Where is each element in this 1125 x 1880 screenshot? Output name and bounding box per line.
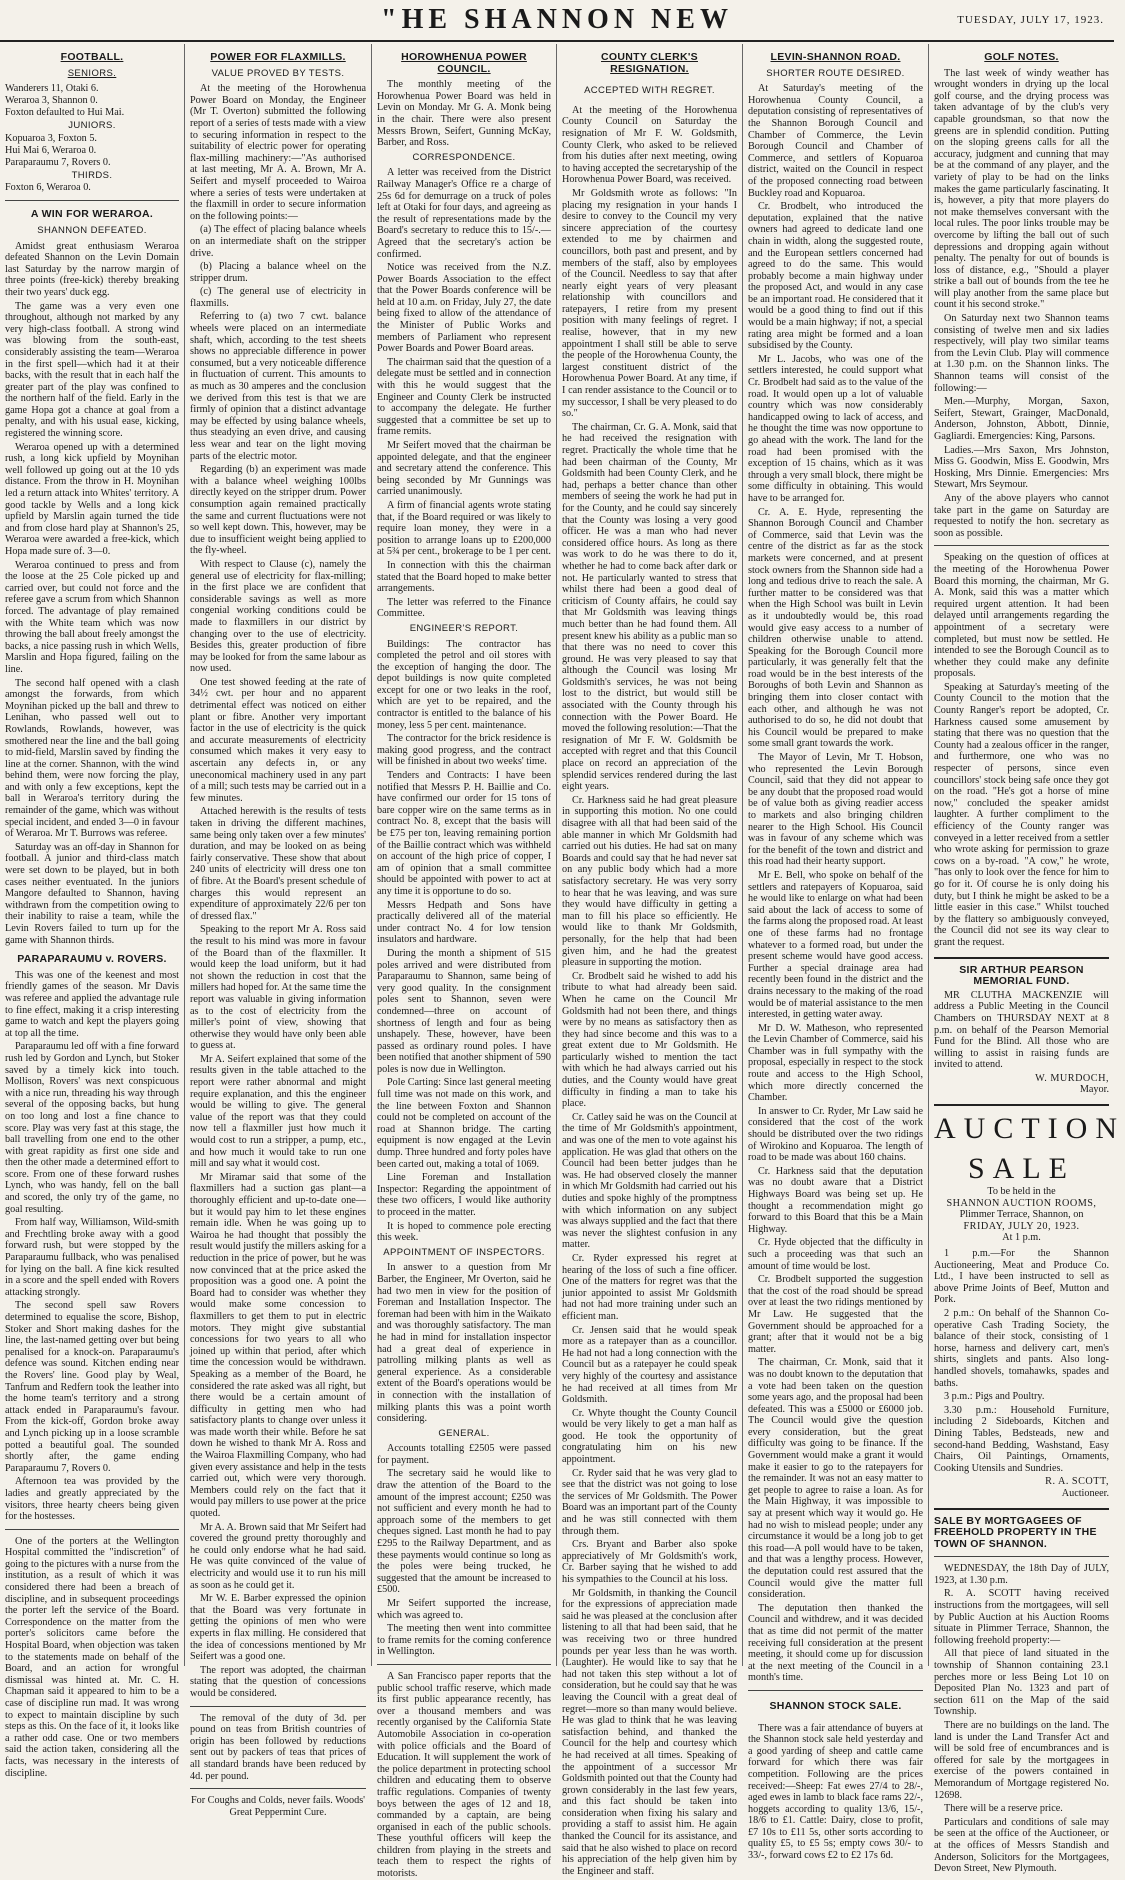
divider [934, 1508, 1109, 1510]
article-paragraph: Men.—Murphy, Morgan, Saxon, Seifert, Stewart, Grainger, MacDonald, Anderson, Johnston, Abbott, Dinnie, Gagliardi. Emergencies: King, Parsons. [934, 396, 1109, 442]
article-paragraph: Saturday was an off-day in Shannon for football. A junior and third-class match were set down to be played, but in both cases neither eventuated. In the juniors Mangore defaulted to Shannon, having withdrawn from the competition owing to their inability to raise a team, while the Levin Rovers failed to turn up for the game with Shannon thirds. [5, 841, 179, 946]
article-paragraph: The report was adopted, the chairman stating that the question of concessions would be considered. [190, 1664, 366, 1699]
article-paragraph: R. A. SCOTT having received instructions from the mortgagees, will sell by Public Auction at his Auction Rooms situate in Plimmer Terrace, Shannon, the following freehold property:— [934, 1588, 1109, 1646]
auction-detail-line: FRIDAY, JULY 20, 1923. [963, 1220, 1080, 1232]
article-paragraph: Amidst great enthusiasm Weraroa defeated Shannon on the Levin Domain last Saturday by the narrow margin of three points (free-kick) thereby breaking their two years' duck egg. [5, 240, 179, 298]
article-paragraph: Speaking on the question of offices at the meeting of the Horowhenua Power Board this morning, the chairman, Mr G. A. Monk, said this was a matter which required urgent attention. It had been delayed until arrangements regarding the appointment of a secretary were completed, but must now be settled. He intended to see the Borough Council as to whether they could make any definite proposals. [934, 552, 1109, 680]
article-paragraph: With respect to Clause (c), namely the general use of electricity for flax-milling; in the first place we are confident that considerable savings as well as more congenial working conditions could be made to flaxmillers in our district by changing over to the use of electricity. Besides this, greater production of fibre may be looked for from the same labour as now used. [190, 558, 366, 675]
article-paragraph: Mr A. Seifert explained that some of the results given in the table attached to the report were rather abnormal and might require explanation, and this the engineer would be willing to give. The general value of the report was that they could now tell a flaxmiller just how much it would cost to run a stripper, a pump, etc., and how much it would take to run one mill and say what it would cost. [190, 1053, 366, 1170]
divider [934, 1104, 1109, 1106]
article-paragraph: Attached herewith is the results of tests taken in driving the different machines, same being only taken over a few minutes' duration, and may be looked on as being fairly conservative. These show that about 240 units of electricity will dress one ton of fibre. At the Board's present schedule of charges this would represent an expenditure of approximately 22/6 per ton of dressed flax." [190, 806, 366, 922]
article-paragraph: Mr Goldsmith, in thanking the Council for the expressions of appreciation made said he was pleased at the conclusion after listening to all that had been said, that he was receiving two or three hundred pounds per year less than he was worth. (Laughter). He would like to say that he had not taken this step without a lot of consideration, but he could say that he was leaving the Council with a great deal of regret—more so than many would believe. He was glad to think that he was leaving satisfaction behind, and thanked the Council for the help and courtesy which he had received at all times. Speaking of the appointment of a successor Mr Goldsmith pointed out that the County had grown considerably in the last few years, and this fact should be taken into consideration when fixing his salary and providing a staff to assist him. He again thanked the Council for its assistance, and said that he also wished to place on record his appreciation of the help given him by the Engineer and staff. [562, 1587, 737, 1877]
power-council-heading: HOROWHENUA POWER COUNCIL. [401, 51, 527, 75]
seniors-heading: SENIORS. [67, 67, 117, 79]
article-paragraph: In connection with this the chairman stated that the Board hoped to make better arrangements. [377, 559, 551, 595]
article-paragraph: (c) The general use of electricity in flaxmills. [190, 286, 366, 309]
article-paragraph: The Mayor of Levin, Mr T. Hobson, who represented the Levin Borough Council, said that they did not appear to be any doubt that the proposed road would be of value both as giving readier access to markets and also bringing children nearer to the High School. His Council was in favour of any scheme which was for the benefit of the town and district and this road had their hearty support. [748, 752, 923, 868]
flaxmills-heading: POWER FOR FLAXMILLS. [210, 51, 346, 63]
article-paragraph: In answer to a question from Mr Barber, the Engineer, Mr Overton, said he had two men in view for the position of Foreman and Installation Inspector. The foreman had been with him in the Waikato and was thoroughly satisfactory. The man he had in mind for installation inspector had a great deal of experience in patrolling milking plants as well as general experience. As a considerable extent of the Board's operations would be in connection with the installation of milking plants this was a point worth considering. [377, 1262, 551, 1425]
article-paragraph: Cr. Ryder expressed his regret at hearing of the loss of such a fine officer. One of the matters for regret was that the junior appointed to assist Mr Goldsmith had not had more training under such an efficient man. [562, 1252, 737, 1322]
pearson-fund-notice: MR CLUTHA MACKENZIE will address a Public Meeting in the Council Chambers on THURSDAY NEXT at 8 p.m. on behalf of the Pearson Memorial Fund for the Blind. All those who are willing to assist in raising funds are invited to attend. [934, 989, 1109, 1071]
auction-detail-line: To be held in the [987, 1186, 1056, 1198]
result-line: Hui Mai 6, Weraroa 0. [5, 144, 97, 156]
column-4 [557, 44, 742, 1877]
masthead [0, 0, 1114, 40]
article-paragraph: Crs. Bryant and Barber also spoke appreciatively of Mr Goldsmith's work, Cr. Barber saying that he wished to add his sympathies to the Council at his loss. [562, 1539, 737, 1585]
article-paragraph: The contractor for the brick residence is making good progress, and the contract will be finished in about two weeks' time. [377, 733, 551, 768]
article-paragraph: The secretary said he would like to draw the attention of the Board to the amount of the imprest account; £250 was not sufficient and every month he had to approach some of the members to get cheques signed. Last month he had to pay £295 to the Railway Department, and as these payments would continue so long as the poles were being trucked, he suggested that the amount be increased to £500. [377, 1468, 551, 1596]
column-1 [0, 44, 184, 1779]
article-paragraph: The monthly meeting of the Horowhenua Power Board was held in Levin on Monday. Mr G. A. Monk being in the chair. There were also present Messrs Brown, Seifert, Gunning McKay, Barber, and Ross. [377, 79, 551, 149]
auctioneer-title: Auctioneer. [1061, 1487, 1109, 1499]
article-paragraph: A letter was received from the District Railway Manager's Office re a charge of 25s 6d for demurrage on a truck of poles left at Otaki for four days, and agreeing as the result of representations made by the Board's secretary to reduce this to 15/-.—Agreed that the secretary's action be confirmed. [377, 167, 551, 260]
mortgage-sale-date: WEDNESDAY, the 18th Day of JULY, 1923, at 1.30 p.m. [934, 1563, 1109, 1586]
article-paragraph: Mr W. E. Barber expressed the opinion that the Board was very fortunate in getting the opinions of men who were experts in flax milling. He considered that the idea of concessions mentioned by Mr Seifert was a good one. [190, 1593, 366, 1663]
juniors-heading: JUNIORS. [68, 120, 116, 132]
article-paragraph: The chairman said that the question of a delegate must be settled and in connection with this he would suggest that the Engineer and County Clerk be instructed to accompany the delegate. He further suggested that a committee be set up to frame remits. [377, 356, 551, 438]
article-paragraph: During the month a shipment of 515 poles arrived and were distributed from Paraparaumu to Shannon, same being of very good quality. In the consignment poles sent to Shannon, seven were condemned—three on account of shortness of length and four as being unshapely. These, however, have been passed as ordinary round poles. I have been notified that another shipment of 590 poles is now due in Wellington. [377, 947, 551, 1075]
divider [190, 1706, 366, 1707]
article-paragraph: The deputation then thanked the Council and withdrew, and it was decided that as time did not permit of the matter receiving full consideration at the present meeting, it should come up for discussion at the next meeting of the Council in a month's time. [748, 1602, 923, 1684]
article-paragraph: Weraroa continued to press and from the loose at the 25 Cole picked up and carried over, but could not force and the referee gave a scrum from which Shannon forced. The advantage of play remained with the White team which was now throwing the ball about freely amongst the backs, a nice passing rush in which Wells, Marslin and Hopa figured, failing on the line. [5, 559, 179, 675]
column-6 [929, 44, 1125, 1875]
article-paragraph: The second spell saw Rovers determined to equalise the score, Bishop, Stoker and Short making dashes for the line, the last-named getting over but being penalised for a knock-on. Paraparaumu's defence was sound. Kitchen ending near the Rovers' line. Good play by Weal, Tanfrum and Redfern took the leather into the home team's territory and a strong attack ended in Paraparaumu's favour. From the kick-off, Gordon broke away and Lynch picking up in a loose scramble potted a beautiful goal. The sounded shortly after, the game ending Paraparaumu 7, Rovers 0. [5, 1300, 179, 1474]
article-paragraph: Cr. Brodbelt, who introduced the deputation, explained that the native owners had agreed to dedicate land one chain in width, along the suggested route, and the European settlers concerned had agreed to do the same. This would probably become a main highway under the proposed Act, and would in any case be an important road. He considered that it would be a good thing to find out if this would be a main highway; if not, a special rating area might be formed and a loan subsidised by the County. [748, 201, 923, 352]
article-paragraph: Particulars and conditions of sale may be seen at the office of the Auctioneer, or at the offices of Messrs Standish and Anderson, Solicitors for the Mortgagees, Devon Street, New Plymouth. [934, 1816, 1109, 1875]
article-paragraph: Any of the above players who cannot take part in the game on Saturday are requested to notify the hon. secretary as soon as possible. [934, 492, 1109, 539]
auction-item: 3.30 p.m.: Household Furniture, including 2 Sideboards, Kitchen and Dining Tables, Bedsteads, new and second-hand Bedding, Washstand, Easy Chairs, Oil Paintings, Ornaments, Cooking Utensils and Sundries. [934, 1404, 1109, 1474]
article-paragraph: There are no buildings on the land. The land is under the Land Transfer Act and will be sold free of encumbrances and is offered for sale by the mortgagees in exercise of the powers contained in Memorandum of Mortgage registered No. 12698. [934, 1720, 1109, 1801]
peppermint-cure-advert: For Coughs and Colds, never fails. Woods' Great Peppermint Cure. [190, 1795, 365, 1818]
result-line: Foxton 6, Weraroa 0. [5, 182, 91, 194]
article-paragraph: Weraroa opened up with a determined rush, a long kick upfield by Moynihan well followed up going out at the 10 yds distance. From the throw in H. Moynihan led a return attack into Whites' territory. A good tackle by Wells and a long kick upfield by Marslin again turned the tide and from close hard play at Shannon's 25, Weraroa were awarded a free-kick, which Hopa made sure of. 3—0. [5, 441, 179, 557]
article-paragraph: Mr L. Jacobs, who was one of the settlers interested, he could support what Cr. Brodbelt had said as to the value of the road. It would open up a lot of valuable country which was now considerably handicapped owing to lack of access, and he thought the time was now opportune to go ahead with the work. The land for the road had been promised with the exception of 15 chains, which as it was through a very small block, there might be some difficulty in obtaining. This would have to be arranged for. [748, 353, 923, 504]
article-paragraph: Mr A. A. Brown said that Mr Seifert had covered the ground pretty thoroughly and he could only endorse what he had said. He was quite convinced of the value of electricity and would use it to run his mill as soon as he could get it. [190, 1521, 366, 1591]
auction-detail-line: SHANNON AUCTION ROOMS, [946, 1197, 1097, 1209]
divider [934, 957, 1109, 959]
article-paragraph: Speaking at Saturday's meeting of the County Council to the motion that the County Ranger's report be adopted, Cr. Harkness caused some amusement by stating that there was no question that the County had a zealous officer in the ranger, and furthermore, one who was no respecter of persons, since even councillors' stock being safe once they got on the road. "He's got a horse of mine now," concluded the speaker amidst laughter. A further compliment to the efficiency of the County ranger was conveyed in a letter received from a settler who wrote asking for permission to graze cows on a by-road. "A cow," he wrote, "has only to look over the fence for him to go for it. Of course he is only doing his duty, but I think he might be asked to be a little easier in this case." Whilst touched by the flattery so ambiguously conveyed, the Council did not see its way clear to grant the request. [934, 681, 1109, 948]
divider [5, 200, 179, 201]
article-paragraph: There will be a reserve price. [944, 1803, 1063, 1815]
flaxmills-subheading: VALUE PROVED BY TESTS. [211, 67, 345, 79]
auction-item: 3 p.m.: Pigs and Poultry. [944, 1391, 1045, 1403]
article-paragraph: Cr. A. E. Hyde, representing the Shannon Borough Council and Chamber of Commerce, said that Levin was the centre of the district as far as the stock markets were concerned, and at present stock owners from the Shannon side had a long and tedious drive to reach the sale. A further matter to be considered was that when the High School was built in Levin as it undoubtedly would be, this road would give easy access to a number of children otherwise unable to attend. Speaking for the Borough Council more particularly, it was generally felt that the road would be in the best interests of the Boroughs of both Levin and Shannon as bringing them into closer contact with each other, and although he was not authorised to do so, he did not doubt that his Council would be prepared to make some small grant towards the work. [748, 506, 923, 750]
section-subheading: GENERAL. [438, 1427, 490, 1439]
article-paragraph: Pole Carting: Since last general meeting full time was not made on this work, and the line between Foxton and Shannon could not be completed on account of the road at Shannon bridge. The carting equipment is now engaged at the Levin dump. Three hundred and forty poles have been carted out, making a total of 1069. [377, 1077, 551, 1170]
auction-item: 1 p.m.—For the Shannon Auctioneering, Meat and Produce Co. Ltd., I have been instructed to sell as above Prime Joints of Beef, Mutton and Pork. [934, 1248, 1109, 1306]
article-paragraph: It is hoped to commence pole erecting this week. [377, 1220, 551, 1244]
auction-detail-line: Plimmer Terrace, Shannon, on [959, 1209, 1084, 1221]
article-paragraph: The meeting then went into committee to frame remits for the coming conference in Wellington. [377, 1623, 551, 1658]
article-paragraph: Cr. Harkness said he had great pleasure in supporting this motion. No one could disagree with all that had been said of the able manner in which Mr Goldsmith had carried out his duties. He had sat on many Boards and could say that he had never sat on any public body which had a more satisfactory secretary. He was very sorry to hear that he was leaving, and was sure they would have difficulty in getting a man to fill his place so efficiently. He would like to thank Mr Goldsmith, personally, for the help that had been given him, and he had the greatest pleasure in supporting the motion. [562, 794, 737, 969]
section-subheading: CORRESPONDENCE. [412, 151, 516, 163]
win-subheading: SHANNON DEFEATED. [37, 224, 147, 236]
column-2 [185, 44, 371, 1818]
football-heading: FOOTBALL. [60, 51, 124, 63]
article-paragraph: Messrs Hedpath and Sons have practically delivered all of the material under contract No. 4 for low tension insulators and hardware. [377, 899, 551, 946]
article-paragraph: Accounts totalling £2505 were passed for payment. [377, 1443, 551, 1466]
issue-date: TUESDAY, JULY 17, 1923. [957, 14, 1104, 26]
article-paragraph: Mr E. Bell, who spoke on behalf of the settlers and ratepayers of Kopuaroa, said he would like to enlarge on what had been said about the lack of access to some of the farms along the proposed road. At least one of these farms had no frontage whatever to a formed road, but under the present scheme would have good access. Further a special drainage area had recently been found in the district and the drains necessary to the making of the road would be of material assistance to the men interested, in getting water away. [748, 869, 923, 1021]
article-paragraph: (b) Placing a balance wheel on the stripper drum. [190, 261, 366, 284]
auction-detail-line: At 1 p.m. [1002, 1232, 1041, 1244]
section-subheading: APPOINTMENT OF INSPECTORS. [383, 1246, 545, 1258]
article-paragraph: Afternoon tea was provided by the ladies and greatly appreciated by the visitors, three hearty cheers being given for the hostesses. [5, 1476, 179, 1523]
article-paragraph: The chairman, Cr. G. A. Monk, said that he had received the resignation with regret. Practically the whole time that he had been chairman of the County, Mr Goldsmith had been County Clerk, and he had, perhaps a better chance than other members of seeing the work he had put in for the County, and he could say sincerely that the County was losing a very good officer. He was a man who had never considered office hours. As long as there was work to do he was there to do it, whether he had to come back after dark or not. He particularly wanted to stress that whilst there had been a good deal of criticism of County affairs, he could say that Mr Goldsmith was leaving things much better than he had found them. All present knew his ability as a public man so that there was no need to cover this ground. He was very pleased to say that although the Council was losing Mr Goldsmith's services, he was not being lost to the district, but would still be associated with the County through his connection with the Power Board. He moved the following resolution:—That the resignation of Mr F. W. Goldsmith be accepted with regret and that this Council place on record an appreciation of the splendid services rendered during the last eight years. [562, 421, 737, 793]
article-paragraph: The game was a very even one throughout, although not marked by any very high-class football. A strong wind was blowing from the south-east, considerably assisting the team—Weraroa in the first spell—which had it at their backs, with the result that in each half the greater part of the play was confined to the northern half of the field. Early in the game Hopa got a chance at goal from a penalty, and with his usual ease, kicking, registered the winning score. [5, 300, 179, 440]
article-paragraph: Mr Goldsmith wrote as follows: "In placing my resignation in your hands I desire to convey to the Council my very sincere appreciation of the courtesy extended to me by chairmen and councillors, both past and present, and by members of the staff, also by employees of the Council. Needless to say that after nearly eight years of very pleasant relationship with councillors and ratepayers, I retire from my present position with many feelings of regret. I realise, however, that in my new appointment I shall still be able to serve the people of the Horowhenua County, the largest constituent district of the Horowhenua Power Board. At any time, if I can render assistance to the Council or to my successor, I shall be very pleased to do so." [562, 187, 737, 420]
section-subheading: ENGINEER'S REPORT. [409, 622, 519, 634]
auctioneer-signature: R. A. SCOTT, [1045, 1476, 1109, 1488]
article-paragraph: Cr. Ryder said that he was very glad to see that the district was not going to lose the services of Mr Goldsmith. The Power Board was an important part of the County and he was still connected with them through them. [562, 1467, 737, 1537]
article-paragraph: Regarding (b) an experiment was made with a balance wheel weighing 100lbs directly keyed on the stripper drum. Power consumption again remained practically the same and current fluctuations were not so well kept down. This, however, may be due to insufficient weight being applied to the fly-wheel. [190, 464, 366, 557]
auction-title-sale: SALE [968, 1152, 1075, 1186]
article-paragraph: At the meeting of the Horowhenua Power Board on Monday, the Engineer (Mr T. Overton) submitted the following report of a series of tests made with a view to securing information in respect to the suitability of electric power for operating flax-milling machinery:—"As authorised at last meeting, Mr A. A. Brown, Mr A. Seifert and myself proceeded to Wairoa where a series of tests were undertaken at the flaxmill in order to secure information on the following points:— [190, 83, 366, 222]
newspaper-title: "HE SHANNON NEW [381, 4, 733, 35]
column-3 [372, 44, 556, 1880]
resignation-subheading: ACCEPTED WITH REGRET. [584, 85, 715, 97]
article-paragraph: Cr. Harkness said that the deputation was no doubt aware that a District Highways Board was being set up. He thought a recommendation might go forward to this Board that this be a Main Highway. [748, 1165, 923, 1235]
result-line: Wanderers 11, Otaki 6. [5, 83, 99, 95]
auction-title: AUCTION [934, 1112, 1125, 1146]
stock-sale-heading: SHANNON STOCK SALE. [769, 1699, 902, 1712]
article-paragraph: (a) The effect of placing balance wheels on an intermediate shaft on the stripper drive. [190, 224, 366, 259]
article-paragraph: In answer to Cr. Ryder, Mr Law said he considered that the cost of the work should be distributed over the two ridings of Wirokino and Kopuaroa. The length of road to be made was about 160 chains. [748, 1105, 923, 1164]
mayor-title: Mayor. [1079, 1084, 1109, 1096]
article-paragraph: A firm of financial agents wrote stating that, if the Board required or was likely to require loan money, they were in a position to arrange loans up to £200,000 at 5¾ per cent., brokerage to be 1 per cent. [377, 499, 551, 558]
article-paragraph: Cr. Brodbelt supported the suggestion that the cost of the road should be spread over at least the two ridings mentioned by Mr Law. He suggested that the Government should be approached for a grant; after that it would not be a big matter. [748, 1274, 923, 1355]
result-line: Foxton defaulted to Hui Mai. [5, 107, 125, 119]
article-paragraph: A San Francisco paper reports that the public school traffic reserve, which made its first public appearance recently, has over a thousand members and was recently organised by the California State Automobile Association in co-operation with police officials and the Board of Education. It will supplement the work of the police department in protecting school children and educating them to observe traffic regulations. Companies of twenty boys between the ages of 12 and 18, commanded by a captain, are being organised in each of the public schools. These youthful officers will keep the children from playing in the streets and teach them to respect the rights of motorists. [377, 1670, 551, 1880]
article-paragraph: Cr. Brodbelt said he wished to add his tribute to what had already been said. When he came on the Council Mr Goldsmith had not been there, and things were by no means as satisfactory then as they had since become and this was to a great extent due to Mr Goldsmith. He particularly wished to mention the tact with which he had always carried out his duties, and the County would have great difficulty in finding a man to take his place. [562, 970, 737, 1110]
article-paragraph: Speaking to the report Mr A. Ross said the result to his mind was more in favour of the Board than of the flaxmiller. It would keep the load uniform, but it had not shown the reduction in cost that the millers had hoped for. At the same time the report was valuable in giving information as to the cost of electricity from the miller's point of view, showing that otherwise they would have only been able to guess at. [190, 924, 366, 1052]
article-paragraph: Mr Seifert moved that the chairman be appointed delegate, and that the engineer and secretary attend the conference. This being seconded by Mr Gunnings was carried unanimously. [377, 440, 551, 498]
article-paragraph: Cr. Jensen said that he would speak more as a ratepayer than as a councillor. He had not had a long connection with the Council but as a ratepayer he could speak very highly of the courtesy and assistance he had received at all times from Mr Goldsmith. [562, 1324, 737, 1406]
article-paragraph: At Saturday's meeting of the Horowhenua County Council, a deputation consisting of representatives of the Shannon Borough Council and Chamber of Commerce, the Levin Borough Council and Chamber of Commerce, and settlers of Kopuaroa district, waited on the Council in respect of the proposed connecting road between Buckley road and Kopuaroa. [748, 83, 923, 199]
article-paragraph: Cr. Whyte thought the County Council would be very likely to get a man half as good. He took the opportunity of congratulating him on his new appointment. [562, 1407, 737, 1466]
article-paragraph: Paraparaumu led off with a fine forward rush led by Gordon and Lynch, but Stoker saved by a timely kick into touch. Mollison, Rovers' was next conspicuous with a nice run, threading his way through several of the opposing backs, but hung on too long and lost a fine chance to score. Play was very fast at this stage, the ball travelling from one end to the other with great rapidity as first one side and then the other made a determined effort to score. From one of these forward rushes Lynch, who was handy, fell on the ball and scored, the only try of the game, no goal resulting. [5, 1041, 179, 1215]
article-paragraph: At the meeting of the Horowhenua County Council on Saturday the resignation of Mr F. W. Goldsmith, County Clerk, who asked to be relieved from his duties after next meeting, owing to having accepted the secretaryship of the Horowhenua Power Board, was received. [562, 104, 737, 186]
article-paragraph: Mr D. W. Matheson, who represented the Levin Chamber of Commerce, said his Chamber was in full sympathy with the proposal, especially in respect to the stock route and access to the High School, which more directly concerned the Chamber. [748, 1022, 923, 1104]
divider [377, 1664, 551, 1665]
auction-item: 2 p.m.: On behalf of the Shannon Co-operative Cash Trading Society, the balance of their stock, consisting of 1 horse, harness and delivery cart, men's shirts, singlets and pants. Also long-handled shovels, tomahawks, spades and baths. [934, 1308, 1109, 1389]
article-paragraph: Buildings: The contractor has completed the petrol and oil stores with the exception of hanging the door. The depot buildings is now quite completed except for one or two leaks in the roof, which are yet to be repaired, and the contractor is entitled to the balance of his money, less 5 per cent. maintenance. [377, 638, 551, 731]
divider [190, 1788, 366, 1789]
divider [748, 1690, 923, 1691]
road-heading: LEVIN-SHANNON ROAD. [770, 51, 901, 63]
article-paragraph: One test showed feeding at the rate of 34½ cwt. per hour and no apparent detrimental effect was noticed on either plant or fibre. Another very important factor in the use of electricity is the quick and accurate measurements of electricity consumed which makes it very easy to ascertain any defects in, or any uneconomical machinery used in any part of a mill; such tests may be carried out in a few minutes. [190, 676, 366, 804]
mortgage-sale-heading: SALE BY MORTGAGEES OF FREEHOLD PROPERTY IN THE TOWN OF SHANNON. [934, 1514, 1097, 1550]
divider [5, 1529, 179, 1530]
article-paragraph: The second half opened with a clash amongst the forwards, from which Moynihan picked up the ball and threw to Lenihan, who passed well out to Rowlands, Rowlands, however, was smothered near the line and the ball going to mid-field, Marslin saved by finding the line at the corner. Shannon, with the wind behind them, were now forcing the play, and with only a few exceptions, kept the ball in Weraroa's territory during the remainder of the game, which was without special incident, and ended 3—0 in favour of Weraroa. Mr T. Burrows was referee. [5, 677, 179, 840]
article-paragraph: Cr. Hyde objected that the difficulty in such a proceeding was that such an amount of time would be lost. [748, 1237, 923, 1272]
divider [934, 1556, 1109, 1557]
paraparaumu-heading: PARAPARAUMU v. ROVERS. [17, 953, 167, 966]
article-paragraph: The letter was referred to the Finance Committee. [377, 596, 551, 620]
column-5 [743, 44, 928, 1862]
divider [934, 545, 1109, 546]
article-paragraph: There was a fair attendance of buyers at the Shannon stock sale held yesterday and a good yarding of sheep and cattle came forward for which there was fair competition. Following are the prices received:—Sheep: Fat ewes 27/4 to 28/-, aged ewes in lamb to black face rams 22/-, hoggets according to quality 13/6, 15/-, 18/6 to £1. Cattle: Dairy, close to profit, £7 10s to £11 5s, other sorts according to quality £5, to £5 5s; empty cows 30/- to 33/-, forward cows £2 to £2 17s 6d. [748, 1722, 923, 1862]
golf-heading: GOLF NOTES. [984, 51, 1059, 63]
mayor-signature: W. MURDOCH, [1035, 1072, 1109, 1084]
article-paragraph: Mr Seifert supported the increase, which was agreed to. [377, 1598, 551, 1621]
result-line: Paraparaumu 7, Rovers 0. [5, 156, 111, 168]
article-paragraph: This was one of the keenest and most friendly games of the season. Mr Davis was referee and applied the advantage rule to fine effect, making it a crisp interesting game to watch and kept the players going at top all the time. [5, 969, 179, 1039]
resignation-heading: COUNTY CLERK'S RESIGNATION. [601, 51, 698, 75]
result-line: Weraroa 3, Shannon 0. [5, 95, 98, 107]
article-paragraph: Notice was received from the N.Z. Power Boards Association to the effect that the Power Boards conference will be held at 10 a.m. on Friday, July 27, the date being fixed to allow of the attendance of the Minister of Public Works and members of Parliament who represent Power Boards and Power Board areas. [377, 262, 551, 355]
win-heading: A WIN FOR WERAROA. [30, 208, 154, 221]
tea-duty-notice: The removal of the duty of 3d. per pound on teas from British countries of origin has been followed by reductions sent out by packers of teas that prices of all standard brands have been reduced by 4d. per pound. [190, 1712, 366, 1782]
article-paragraph: From half way, Williamson, Wild-smith and Frechtling broke away with a good forward rush, but were stopped by the Paraparaumu fullback, who was penalised for lying on the ball. A fine kick resulted in a score and the spell ended with Rovers attacking strongly. [5, 1217, 179, 1298]
article-paragraph: The chairman, Cr. Monk, said that it was no doubt known to the deputation that a vote had been taken on the question some years ago, and the proposal had been defeated. This was a £5000 or £6000 job. The Council would give the question every consideration, but the great difficulty was going to be finance. If the Government would make a grant it would make it easier to go to the ratepayers for the remainder. It was not an easy matter to get people to agree to raise a loan. As for the Main Highway, it was impossible to say at present which way it would go. He had no wish to mislead people; under any circumstance it would be a long job to get this road—A poll would have to be taken, and that was a lengthy process. However, the deputation could rest assured that the Council would give the matter full consideration. [748, 1357, 923, 1601]
article-paragraph: One of the porters at the Wellington Hospital committed the "indiscretion" of going to the pictures with a nurse from the institution, as a result of which it was considered there had been a breach of discipline, and in subsequent proceedings the porter left the service of the Board. Correspondence on the matter from the porter's solicitors came before the Hospital Board, when objection was taken to the statements made on behalf of the Board, and an action for wrongful dismissal was hinted at. Mr. C. H. Chapman said it appeared to him to be a case of discipline run mad. It was wrong to expect to maintain discipline by such steps as this. On the face of it, it looks like a rather odd case. One or two members said the action taken, considering all the facts, was necessary in the interests of discipline. [5, 1535, 179, 1779]
article-paragraph: On Saturday next two Shannon teams consisting of twelve men and six ladies respectively, will play two similar teams from the Levin Club. Play will commence at 1.30 p.m. on the Shannon links. The Shannon teams will consist of the following:— [934, 313, 1109, 394]
article-paragraph: The last week of windy weather has wrought wonders in drying up the local golf course, and the drying process was taken advantage of by the club's very capable groundsman, so that now the greens are in splendid condition. Putting on the sloping greens calls for all the accuracy, judgment and cunning that may be at the command of any player, and the variety of play to be had on the links makes the game particularly fascinating. It is, however, a pity that more players do not make themselves conversant with the local rules. The poor links trouble may be overcome by lifting the ball out of such depressions and dropping again without penalty. The penalty for out of bounds is loss of distance, e.g., "Should a player strike a ball out of bounds from the tee he will play another from the same place but count it his second stroke." [934, 67, 1109, 311]
article-paragraph: Ladies.—Mrs Saxon, Mrs Johnston, Miss G. Goodwin, Miss E. Goodwin, Mrs Hosking, Mrs Dinnie. Emergencies: Mrs Stewart, Mrs Seymour. [934, 444, 1109, 491]
article-paragraph: Line Foreman and Installation Inspector: Regarding the appointment of these two officers, I would like authority to proceed in the matter. [377, 1172, 551, 1218]
pearson-fund-heading: SIR ARTHUR PEARSON MEMORIAL FUND. [959, 963, 1084, 988]
article-paragraph: Cr. Catley said he was on the Council at the time of Mr Goldsmith's appointment, and was one of the men to vote against his application. He was glad that others on the Council had been better judges than he was. He had observed closely the manner in which Mr Goldsmith had carried out his duties and spoke highly of the promptness with which information on any subject was always supplied and the fact that there was never the slightest confusion in any matter. [562, 1111, 737, 1251]
result-line: Kopuaroa 3, Foxton 5. [5, 132, 97, 144]
article-paragraph: Mr Miramar said that some of the flaxmillers had a suction gas plant—a thoroughly efficient and up-to-date one—but it would pay him to let these engines remain idle. When he was going up to Wairoa he had thought that possibly the result would justify the millers asking for a reduction in the price of power, but he was now convinced that at the price asked the proposition was a good one. A point the Board had to consider was whether they would make some concession to flaxmillers to get them to put in electric motors. They might give substantial concessions for two years to all who joined up within that period, after which time the concession would be withdrawn. Speaking as a member of the Board, he considered the rate asked was all right, but there would be a certain amount of difficulty in getting men who had satisfactory plants to change over unless it was made worth their while. Before he sat down he wished to thank Mr A. Ross and the Wairoa Flaxmilling Company, who had given every assistance and help in the tests carried out, which were very thorough. Members could rely on the fact that it would pay millers to use power at the price quoted. [190, 1171, 366, 1520]
road-subheading: SHORTER ROUTE DESIRED. [766, 67, 905, 79]
masthead-rule [0, 40, 1114, 42]
thirds-heading: THIRDS. [71, 169, 113, 181]
article-paragraph: All that piece of land situated in the township of Shannon containing 23.1 perches more or less Being Lot 10 on Deposited Plan No. 1323 and part of section 611 on the Map of the said Township. [934, 1648, 1109, 1718]
article-paragraph: Referring to (a) two 7 cwt. balance wheels were placed on an intermediate shaft, which, according to the test sheets shows no appreciable difference in power consumed, but a very noticeable difference in fluctuation of current. This amounts to as much as 30 amperes and the conclusion we derived from this test is that we are firmly of opinion that a distinct advantage may be effected by using balance wheels, thus steadying an even drive, and causing less wear and tear on the light moving parts of the electric motor. [190, 311, 366, 462]
article-paragraph: Tenders and Contracts: I have been notified that Messrs P. H. Baillie and Co. have confirmed our order for 15 tons of bare copper wire on the same terms as in contract No. 8, except that the basis will be £75 per ton, leaving remaining portion of the Baillie contract which was withheld on account of the high price of copper, I am of opinion that a small committee should be appointed with power to act at any time it is opportune to do so. [377, 770, 551, 897]
